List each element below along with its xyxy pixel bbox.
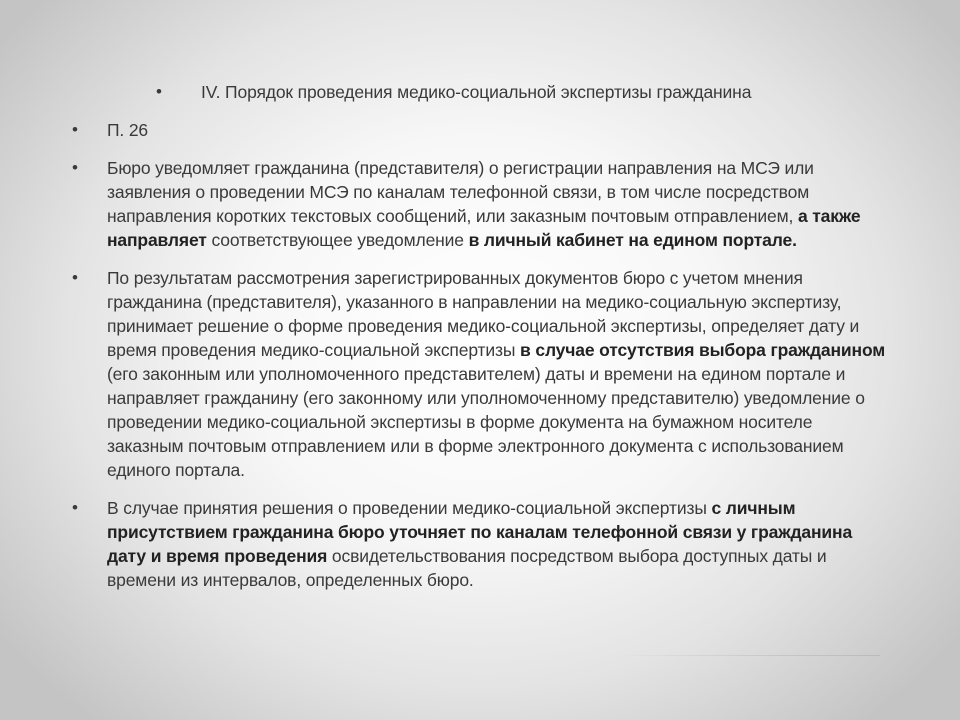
bold-run: в случае отсутствия выбора гражданином [520,340,886,360]
text-run: освидетельствования посредством выбора доступных даты и времени из интервалов, определенных бюро. [107,546,827,590]
text-run: соответствующее уведомление [206,230,469,250]
paragraph-personal-presence [72,496,892,592]
text-run: (его законным или уполномоченного представителем) даты и времени на едином портале и направляет гражданину (его законному или уполномоченному представителю) уведомление о проведении медико-социальной экспертизы в форме документа на бумажном носителе заказным почтовым отправлением или в форме электронного документа с использованием единого портала. [107,364,865,480]
text-run: По результатам рассмотрения зарегистрированных документов бюро с учетом мнения гражданина (представителя), указанного в направлении на медико-социальную экспертизу, принимает решение о форме проведения медико-социальной экспертизы, определяет дату и время проведения медико-социальной экспертизы [107,268,860,360]
text-run: Бюро уведомляет гражданина (представителя) о регистрации направления на МСЭ или заявления о проведении МСЭ по каналам телефонной связи, в том числе посредством направления коротких текстовых сообщений, или заказным почтовым отправлением, [107,158,814,226]
decorative-divider [610,655,880,656]
section-heading-text: IV. Порядок проведения медико-социальной экспертизы гражданина [201,82,752,102]
bold-run: с личным присутствием гражданина бюро уточняет по каналам телефонной связи у гражданина дату и время проведения [107,498,853,566]
point-number-text: П. 26 [107,120,149,140]
bullet-list [72,80,892,606]
point-number [72,118,892,142]
paragraph-registration-notice [72,156,892,252]
bold-run: в личный кабинет на едином портале. [468,230,797,250]
paragraph-decision-on-form [72,266,892,482]
section-heading [72,80,892,104]
text-run: В случае принятия решения о проведении медико-социальной экспертизы [107,498,712,518]
bold-run: а также направляет [107,206,861,250]
